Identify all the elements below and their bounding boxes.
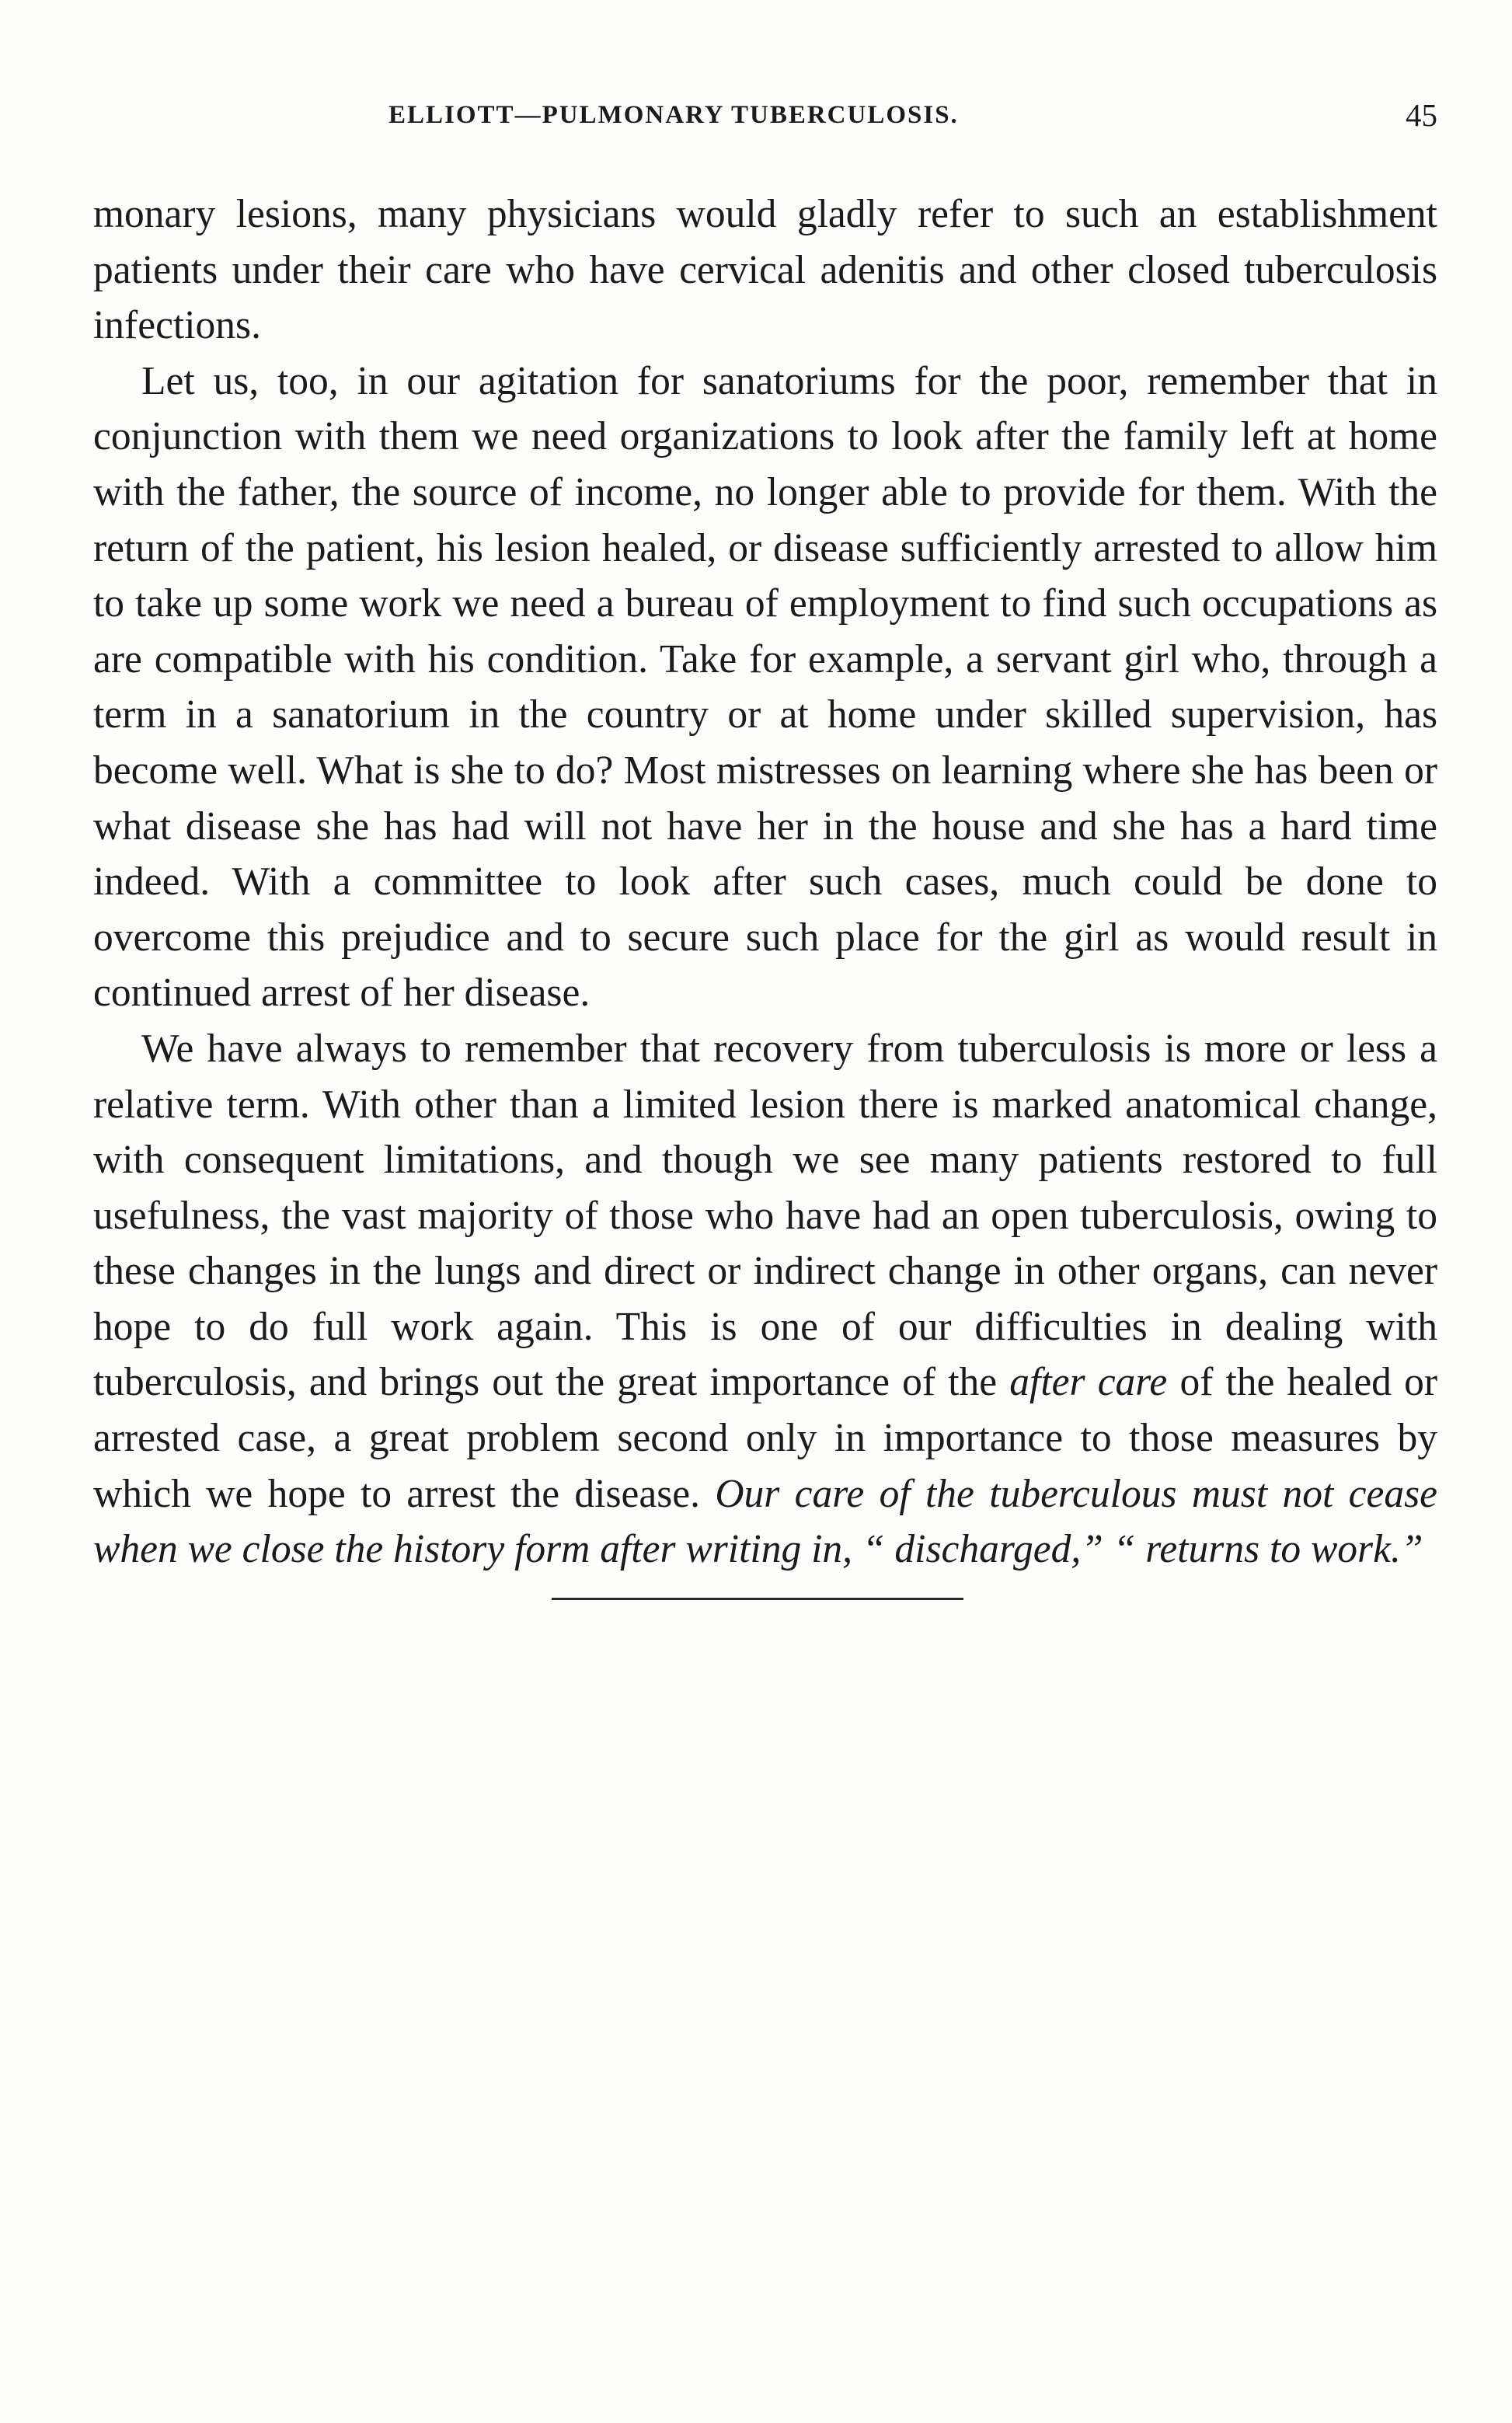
end-rule bbox=[552, 1598, 963, 1600]
paragraph-recovery bbox=[93, 1021, 1437, 1578]
paragraph-text-part: of the healed or arrested case, a great problem second only in importance to those measures by which we hope to arrest the disease. bbox=[93, 1360, 1437, 1516]
italic-phrase: after care bbox=[1009, 1360, 1168, 1405]
paragraph-text: monary lesions, many physicians would gladly refer to such an establishment patients under their care who have cervical adenitis and other closed tuberculosis infections. bbox=[93, 192, 1437, 348]
italic-closing-sentence: Our care of the tuberculous must not cease when we close the history form after writing in, “ discharged,” “ returns to work.” bbox=[93, 1471, 1438, 1572]
paragraph-text-part: We have always to remember that recovery from tuberculosis is more or less a relative term. With other than a limited lesion there is marked anatomical change, with consequent limitations, and though we see many patients restored to full usefulness, the vast majority of those who have had an open tuberculosis, owing to these changes in the lungs and direct or indirect change in other organs, can never hope to do full work again. This is one of our difficulties in dealing with tuberculosis, and brings out the great importance of the bbox=[93, 1026, 1437, 1405]
page-number: 45 bbox=[1406, 97, 1437, 133]
running-head bbox=[93, 92, 1437, 138]
paragraph-sanatoriums bbox=[93, 354, 1437, 1021]
paragraph-text: Let us, too, in our agitation for sanatoriums for the poor, remember that in conjunction with them we need organizations to look after the family left at home with the father, the source of income, no longer able to provide for them. With the return of the patient, his lesion healed, or disease sufficiently arrested to allow him to take up some work we need a bureau of employment to find such occupations as are compatible with his condition. Take for example, a servant girl who, through a term in a sanatorium in the country or at home under skilled supervision, has become well. What is she to do? Most mistresses on learning where she has been or what disease she has had will not have her in the house and she has a hard time indeed. With a committee to look after such cases, much could be done to overcome this prejudice and to secure such place for the girl as would result in continued arrest of her disease. bbox=[93, 358, 1437, 1016]
paragraph-continued bbox=[93, 187, 1437, 354]
body-text bbox=[93, 187, 1437, 1578]
running-title: ELLIOTT—PULMONARY TUBERCULOSIS. bbox=[388, 101, 959, 129]
